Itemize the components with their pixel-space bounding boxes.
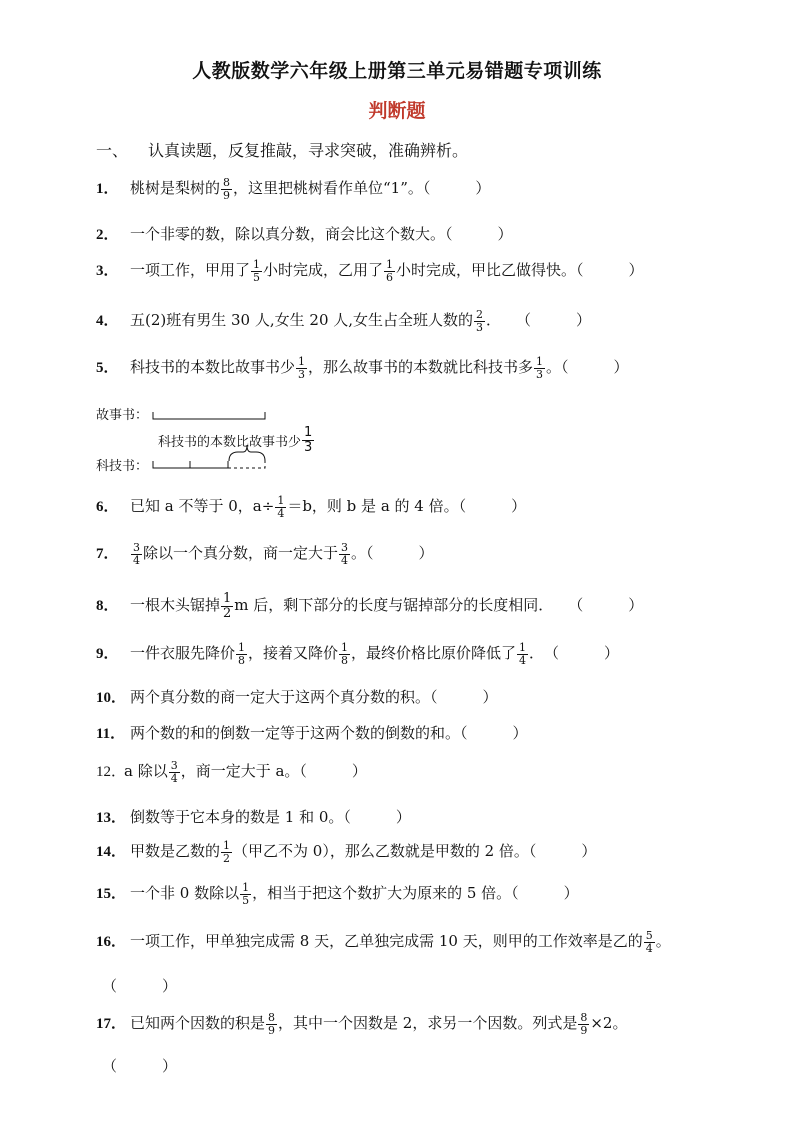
question-number: 2．	[96, 227, 119, 243]
fraction	[236, 642, 247, 666]
question-text: a 除以	[124, 762, 168, 781]
brace	[229, 445, 265, 461]
question-number: 5．	[96, 360, 119, 377]
numerator: 8	[580, 1011, 588, 1024]
denominator: 4	[170, 771, 178, 785]
question-number: 13．	[96, 810, 127, 826]
question-number: 10．	[96, 690, 127, 706]
numerator: 1	[519, 641, 527, 654]
numerator: 3	[341, 541, 349, 554]
question-number: 1．	[96, 181, 119, 198]
fraction	[266, 1012, 277, 1036]
question-text: 一个非零的数，除以真分数，商会比这个数大。（ ）	[130, 225, 513, 243]
question-text: 小时完成，乙用了	[263, 261, 384, 280]
section-text: 认真读题，反复推敲，寻求突破，准确辨析。	[148, 141, 469, 160]
question-text: 倒数等于它本身的数是 1 和 0。（ ）	[130, 808, 411, 826]
story-book-label: 故事书：	[96, 408, 149, 423]
question-text: ． （ ）	[529, 644, 620, 663]
fraction	[339, 542, 350, 566]
page-title: 人教版数学六年级上册第三单元易错题专项训练	[192, 60, 602, 82]
fraction	[221, 840, 232, 864]
question-text: 两个数的和的倒数一定等于这两个数的倒数的和。（ ）	[130, 724, 528, 742]
numerator: 1	[536, 355, 544, 368]
question-text: 科技书的本数比故事书少	[130, 358, 296, 377]
numerator: 1	[223, 839, 231, 852]
question-number: 17．	[96, 1016, 127, 1033]
denominator: 4	[519, 653, 527, 667]
question-text: 一个非 0 数除以	[130, 884, 240, 903]
fraction	[578, 1012, 589, 1036]
question-text: 已知两个因数的积是	[130, 1014, 266, 1033]
question-7	[96, 542, 434, 566]
question-text: 除以一个真分数，商一定大于	[143, 544, 339, 563]
numerator: 1	[386, 258, 394, 271]
question-text: 桃树是梨树的	[130, 179, 221, 198]
question-text: 两个真分数的商一定大于这两个真分数的积。（ ）	[130, 688, 498, 706]
question-text: ，其中一个因数是 2，求另一个因数。列式是	[278, 1014, 578, 1033]
question-text: ，商一定大于 a。（ ）	[180, 762, 367, 781]
question-text: ． （ ）	[486, 311, 592, 330]
numerator: 5	[645, 929, 653, 942]
story-book-segment	[153, 412, 265, 419]
question-number: 8．	[96, 598, 119, 615]
numerator: 1	[253, 258, 261, 271]
denominator: 9	[223, 188, 231, 202]
question-number: 6．	[96, 499, 119, 516]
missing-part-segment	[228, 461, 265, 468]
fraction	[644, 930, 655, 954]
denominator: 3	[536, 367, 544, 381]
denominator: 3	[298, 367, 306, 381]
numerator: 1	[238, 641, 246, 654]
fraction	[275, 495, 286, 519]
question-text: 甲数是乙数的	[130, 842, 221, 861]
question-text: ，相当于把这个数扩大为原来的 5 倍。（ ）	[252, 884, 579, 903]
question-number: 12．	[96, 764, 127, 781]
question-text: ，最终价格比原价降低了	[351, 644, 517, 663]
question-17	[96, 1012, 627, 1036]
question-text: 。（ ）	[546, 358, 629, 377]
numerator: 1	[277, 494, 285, 507]
fraction	[221, 592, 233, 620]
numerator: 8	[268, 1011, 276, 1024]
diagram-note-text: 科技书的本数比故事书少	[158, 434, 302, 450]
question-number: 11．	[96, 726, 126, 742]
denominator: 9	[580, 1023, 588, 1037]
fraction	[131, 542, 142, 566]
numerator: 1	[298, 355, 306, 368]
question-16-answer-bracket: （ ）	[102, 977, 178, 995]
denominator: 5	[242, 893, 250, 907]
question-14	[96, 840, 596, 864]
question-15	[96, 882, 579, 906]
question-17-answer-bracket: （ ）	[102, 1057, 178, 1075]
question-6	[96, 495, 526, 519]
fraction	[169, 760, 180, 784]
tech-book-label: 科技书：	[96, 459, 149, 474]
fraction	[517, 642, 528, 666]
question-number: 4．	[96, 313, 119, 330]
question-text: ×2。	[590, 1014, 628, 1033]
denominator: 6	[386, 270, 394, 284]
question-9	[96, 642, 619, 666]
question-12	[96, 760, 367, 784]
question-text: 一项工作，甲单独完成需 8 天，乙单独完成需 10 天，则甲的工作效率是乙的	[130, 932, 643, 951]
question-text: （甲乙不为 0），那么乙数就是甲数的 2 倍。（ ）	[233, 842, 597, 861]
denominator: 2	[223, 851, 231, 865]
denominator: 3	[476, 320, 484, 334]
question-text: 一件衣服先降价	[130, 644, 236, 663]
question-8	[96, 592, 643, 620]
numerator: 3	[133, 541, 140, 554]
numerator: 3	[170, 759, 178, 772]
question-text: ，那么故事书的本数就比科技书多	[308, 358, 534, 377]
denominator: 5	[253, 270, 261, 284]
question-16	[96, 930, 671, 954]
question-text: 五(2)班有男生 30 人,女生 20 人,女生占全班人数的	[130, 311, 474, 330]
question-text: 。	[655, 932, 671, 951]
fraction	[240, 882, 251, 906]
question-text: ＝b，则 b 是 a 的 4 倍。（ ）	[287, 497, 527, 516]
denominator: 8	[238, 653, 246, 667]
question-number: 9．	[96, 646, 119, 663]
denominator: 9	[268, 1023, 276, 1037]
question-text: 一项工作，甲用了	[130, 261, 251, 280]
question-text: ，接着又降价	[248, 644, 339, 663]
denominator: 2	[223, 605, 232, 621]
question-11	[96, 722, 528, 743]
numerator: 1	[242, 881, 250, 894]
denominator: 4	[133, 553, 140, 567]
denominator: 4	[341, 553, 349, 567]
question-text: 已知 a 不等于 0，a÷	[130, 497, 275, 516]
denominator: 8	[341, 653, 349, 667]
question-text: 一根木头锯掉	[130, 596, 221, 615]
section-number: 一、	[96, 141, 129, 160]
numerator: 8	[223, 176, 231, 189]
question-text: m 后，剩下部分的长度与锯掉部分的长度相同． （ ）	[234, 596, 644, 615]
numerator: 1	[223, 591, 232, 606]
question-number: 7．	[96, 546, 119, 563]
numerator: 1	[341, 641, 349, 654]
question-text: ，这里把桃树看作单位“1”。（ ）	[233, 179, 491, 198]
page-subtitle: 判断题	[368, 100, 426, 122]
question-13	[96, 806, 411, 827]
question-number: 3．	[96, 263, 119, 280]
question-10	[96, 686, 498, 707]
fraction	[339, 642, 350, 666]
question-number: 15．	[96, 886, 127, 903]
numerator: 2	[476, 308, 484, 321]
denominator: 4	[645, 941, 653, 955]
denominator: 4	[277, 506, 285, 520]
question-number: 16．	[96, 934, 127, 951]
question-text: 小时完成，甲比乙做得快。（ ）	[396, 261, 644, 280]
denominator: 3	[304, 439, 313, 455]
question-number: 14．	[96, 844, 127, 861]
question-text: 。（ ）	[351, 544, 434, 563]
numerator: 1	[304, 425, 313, 440]
